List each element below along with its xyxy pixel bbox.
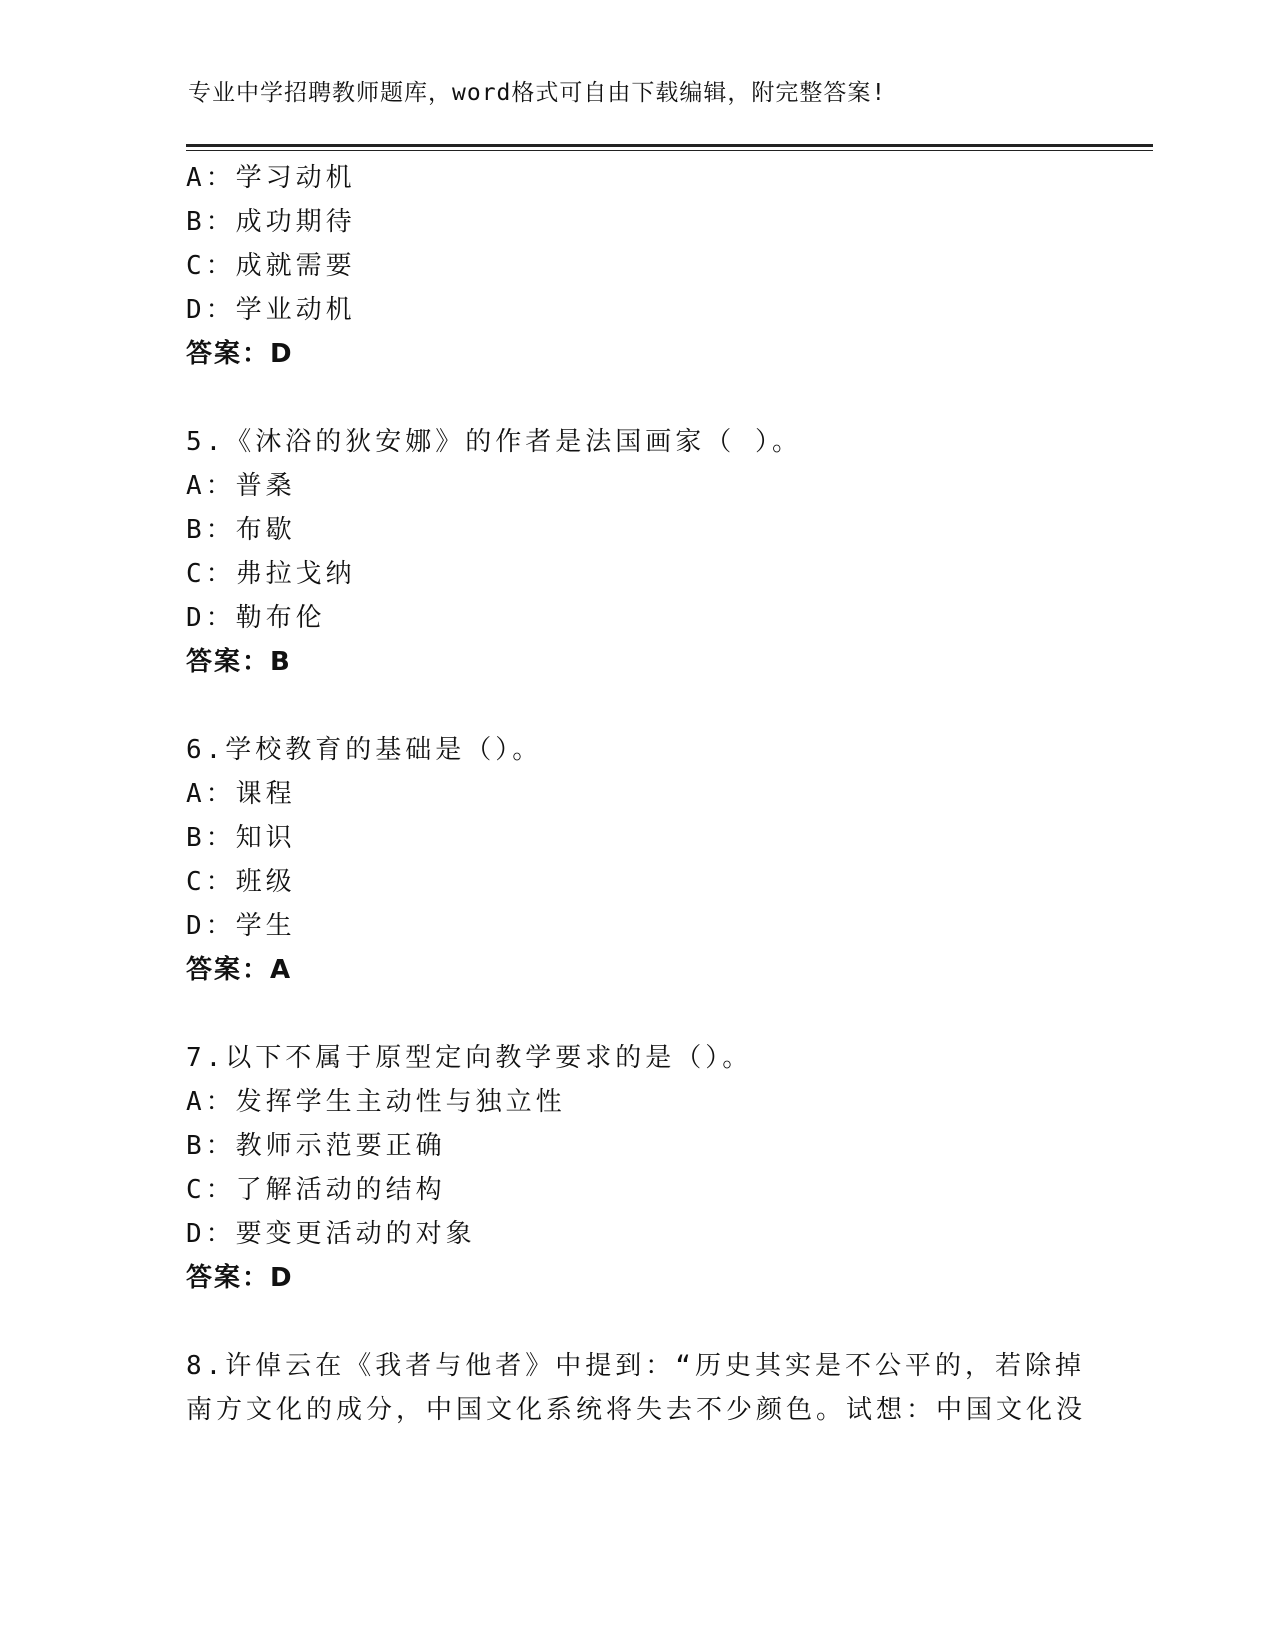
question-5: 5.《沐浴的狄安娜》的作者是法国画家（ ）。	[186, 427, 802, 457]
answer: 答案：D	[186, 339, 294, 369]
option-c: C：弗拉戈纳	[186, 559, 356, 589]
option-c: C：成就需要	[186, 251, 356, 281]
option-b: B：教师示范要正确	[186, 1131, 446, 1161]
answer: 答案：B	[186, 647, 292, 677]
option-a: A：课程	[186, 779, 296, 809]
option-d: D：要变更活动的对象	[186, 1219, 476, 1249]
page-header: 专业中学招聘教师题库，word格式可自由下载编辑，附完整答案!	[188, 80, 887, 106]
option-a: A：普桑	[186, 471, 296, 501]
option-d: D：勒布伦	[186, 603, 326, 633]
question-7: 7.以下不属于原型定向教学要求的是（）。	[186, 1043, 753, 1073]
option-d: D：学生	[186, 911, 296, 941]
option-d: D：学业动机	[186, 295, 356, 325]
question-6: 6.学校教育的基础是（）。	[186, 735, 543, 765]
option-b: B：成功期待	[186, 207, 356, 237]
option-a: A：发挥学生主动性与独立性	[186, 1087, 566, 1117]
header-rule-thick	[186, 144, 1153, 147]
answer: 答案：D	[186, 1263, 294, 1293]
option-b: B：布歇	[186, 515, 296, 545]
option-c: C：班级	[186, 867, 296, 897]
question-8-line-1: 8.许倬云在《我者与他者》中提到：“历史其实是不公平的，若除掉	[186, 1351, 1085, 1381]
option-b: B：知识	[186, 823, 296, 853]
answer: 答案：A	[186, 955, 293, 985]
option-a: A：学习动机	[186, 163, 356, 193]
question-8-line-2: 南方文化的成分，中国文化系统将失去不少颜色。试想：中国文化没	[186, 1395, 1087, 1425]
option-c: C：了解活动的结构	[186, 1175, 446, 1205]
header-rule-thin	[186, 150, 1153, 151]
